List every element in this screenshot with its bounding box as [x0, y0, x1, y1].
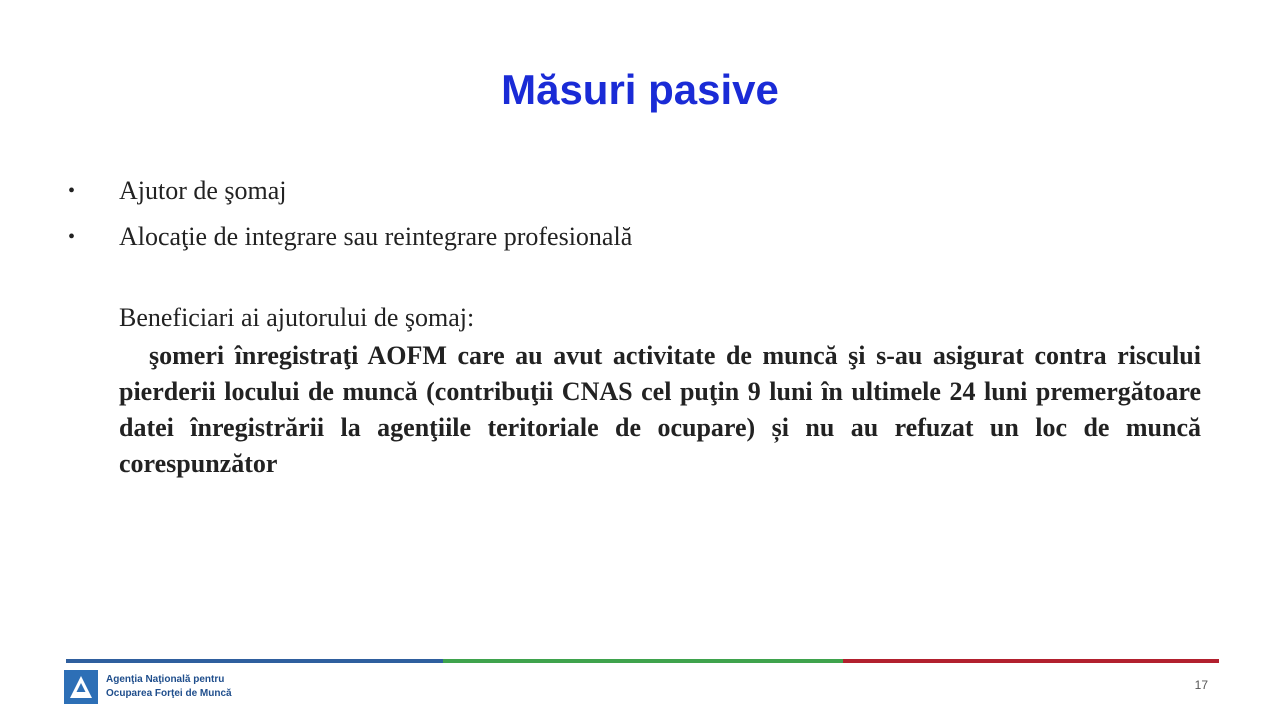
bullet-text: Alocaţie de integrare sau reintegrare profesională: [119, 222, 633, 251]
beneficiaries-section: [119, 298, 1201, 482]
bullet-item: [60, 214, 1160, 260]
agency-name-line2: Ocuparea Forţei de Muncă: [106, 688, 232, 699]
agency-logo-text: [106, 673, 232, 701]
footer-bar-green: [443, 659, 843, 663]
agency-logo-icon: [64, 670, 98, 704]
beneficiaries-text: şomeri înregistraţi AOFM care au avut activitate de muncă şi s-au asigurat contra riscului pierderii locului de muncă (contribuţii CNAS cel puţin 9 luni în ultimele 24 luni premergătoare datei înregistrării la agenţiile teritoriale de ocupare) și nu au refuzat un loc de muncă corespunzător: [119, 341, 1201, 478]
bullet-item: [60, 168, 1160, 214]
bullet-dot-icon: •: [68, 226, 76, 248]
footer-bar-blue: [66, 659, 443, 663]
agency-logo: [64, 670, 232, 704]
bullet-text: Ajutor de şomaj: [119, 176, 287, 205]
agency-name-line1: Agenţia Naţională pentru: [106, 674, 225, 685]
footer-color-bar: [66, 659, 1219, 663]
beneficiaries-heading: Beneficiari ai ajutorului de şomaj:: [119, 303, 475, 332]
slide-title: Măsuri pasive: [501, 66, 779, 113]
bullet-list: [60, 168, 1160, 260]
bullet-dot-icon: •: [68, 180, 76, 202]
footer-bar-red: [843, 659, 1219, 663]
page-number: 17: [1194, 678, 1208, 692]
